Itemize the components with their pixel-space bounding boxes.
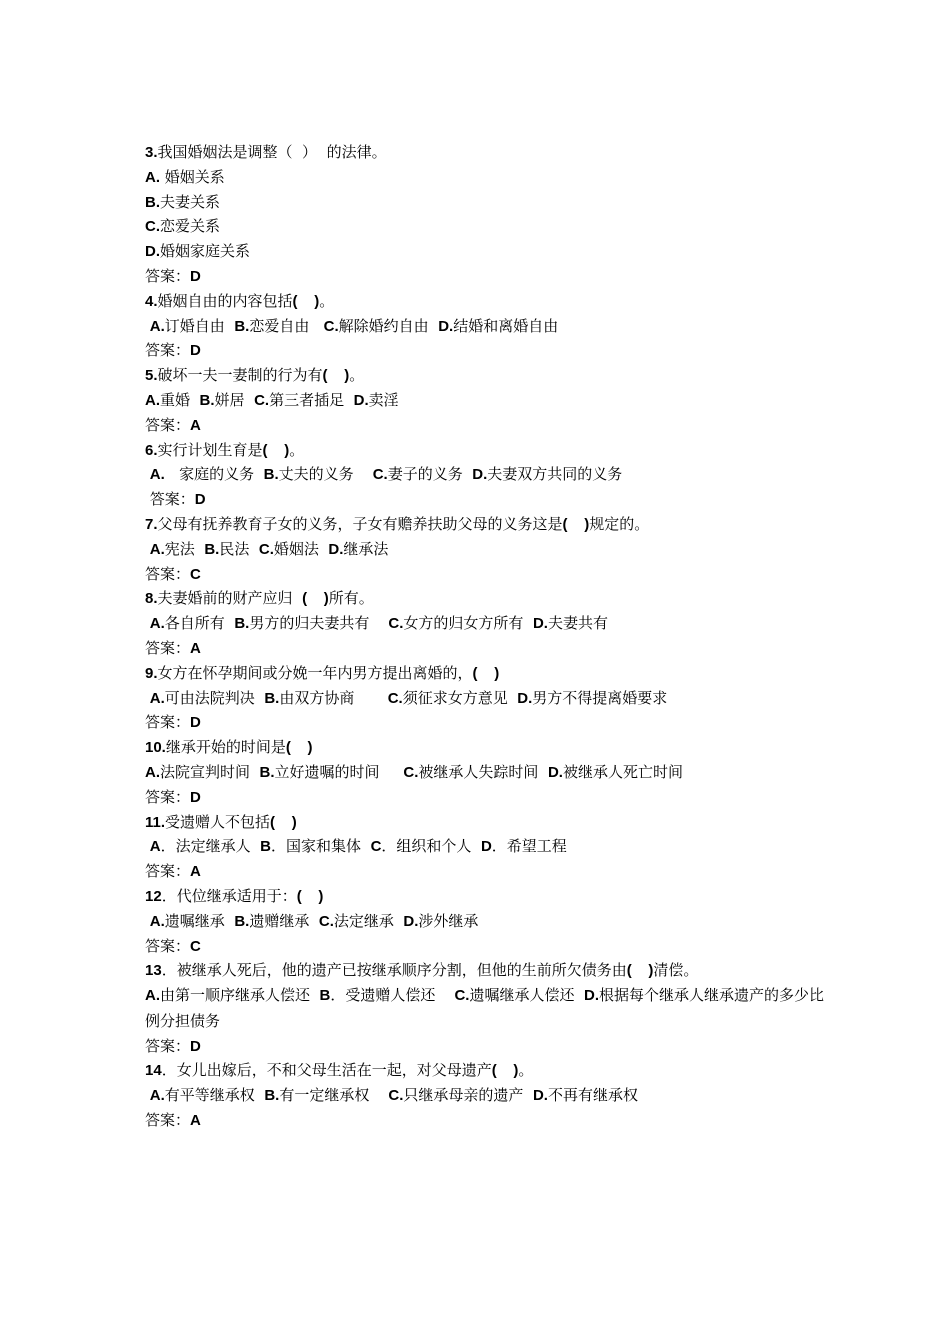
question-10-stem: 10.继承开始的时间是( ) (145, 738, 313, 757)
question-3-option-d: D.婚姻家庭关系 (145, 242, 251, 261)
question-13-options: A.由第一顺序继承人偿还 B．受遗赠人偿还 C.遗嘱继承人偿还 D.根据每个继承人继承遗产的多少比例分担债务 (145, 986, 825, 1030)
question-9-stem: 9.女方在怀孕期间或分娩一年内男方提出离婚的，( ) (145, 663, 500, 682)
question-3-answer: 答案：D (145, 266, 201, 285)
question-7-answer: 答案：C (145, 564, 201, 583)
question-11-answer: 答案：A (145, 862, 201, 881)
question-8-answer: 答案：A (145, 638, 201, 657)
question-6-options: A. 家庭的义务 B.丈夫的义务 C.妻子的义务 D.夫妻双方共同的义务 (149, 465, 623, 484)
question-12-answer: 答案：C (145, 936, 201, 955)
question-13-stem: 13．被继承人死后，他的遗产已按继承顺序分割，但他的生前所欠债务由( )清偿。 (145, 961, 699, 980)
question-5-stem: 5.破坏一夫一妻制的行为有( )。 (145, 366, 365, 385)
question-5-answer: 答案：A (145, 415, 201, 434)
question-11-options: A．法定继承人 B．国家和集体 C．组织和个人 D．希望工程 (149, 837, 567, 856)
question-14-options: A.有平等继承权 B.有一定继承权 C.只继承母亲的遗产 D.不再有继承权 (149, 1086, 638, 1105)
question-12-stem: 12．代位继承适用于：( ) (145, 886, 324, 905)
question-4-stem: 4.婚姻自由的内容包括( )。 (145, 291, 335, 310)
question-4-answer: 答案：D (145, 341, 201, 360)
question-10-answer: 答案：D (145, 787, 201, 806)
question-11-stem: 11.受遗赠人不包括( ) (145, 812, 297, 831)
question-5-options: A.重婚 B.姘居 C.第三者插足 D.卖淫 (145, 390, 399, 409)
question-3-option-b: B.夫妻关系 (145, 192, 221, 211)
question-8-options: A.各自所有 B.男方的归夫妻共有 C.女方的归女方所有 D.夫妻共有 (149, 614, 608, 633)
question-8-stem: 8.夫妻婚前的财产应归 ( )所有。 (145, 589, 374, 608)
question-7-options: A.宪法 B.民法 C.婚姻法 D.继承法 (149, 539, 389, 558)
question-14-stem: 14．女儿出嫁后，不和父母生活在一起，对父母遗产( )。 (145, 1061, 534, 1080)
question-4-options: A.订婚自由 B.恋爱自由 C.解除婚约自由 D.结婚和离婚自由 (149, 316, 559, 335)
question-9-options: A.可由法院判决 B.由双方协商 C.须征求女方意见 D.男方不得提离婚要求 (149, 688, 668, 707)
question-3-stem: 3.我国婚姻法是调整（ ） 的法律。 (145, 143, 387, 161)
question-10-options: A.法院宣判时间 B.立好遗嘱的时间 C.被继承人失踪时间 D.被继承人死亡时间 (145, 762, 683, 781)
question-3-option-a: A. 婚姻关系 (145, 167, 225, 186)
question-list (145, 140, 825, 1133)
question-6-answer: 答案：D (149, 490, 206, 509)
question-12-options: A.遗嘱继承 B.遗赠继承 C.法定继承 D.涉外继承 (149, 911, 479, 930)
question-14-answer: 答案：A (145, 1111, 201, 1130)
question-9-answer: 答案：D (145, 713, 201, 732)
question-7-stem: 7.父母有抚养教育子女的义务，子女有赡养扶助父母的义务这是( )规定的。 (145, 514, 650, 533)
question-3-option-c: C.恋爱关系 (145, 217, 221, 236)
question-6-stem: 6.实行计划生育是( )。 (145, 440, 305, 459)
question-13-answer: 答案：D (145, 1036, 201, 1055)
